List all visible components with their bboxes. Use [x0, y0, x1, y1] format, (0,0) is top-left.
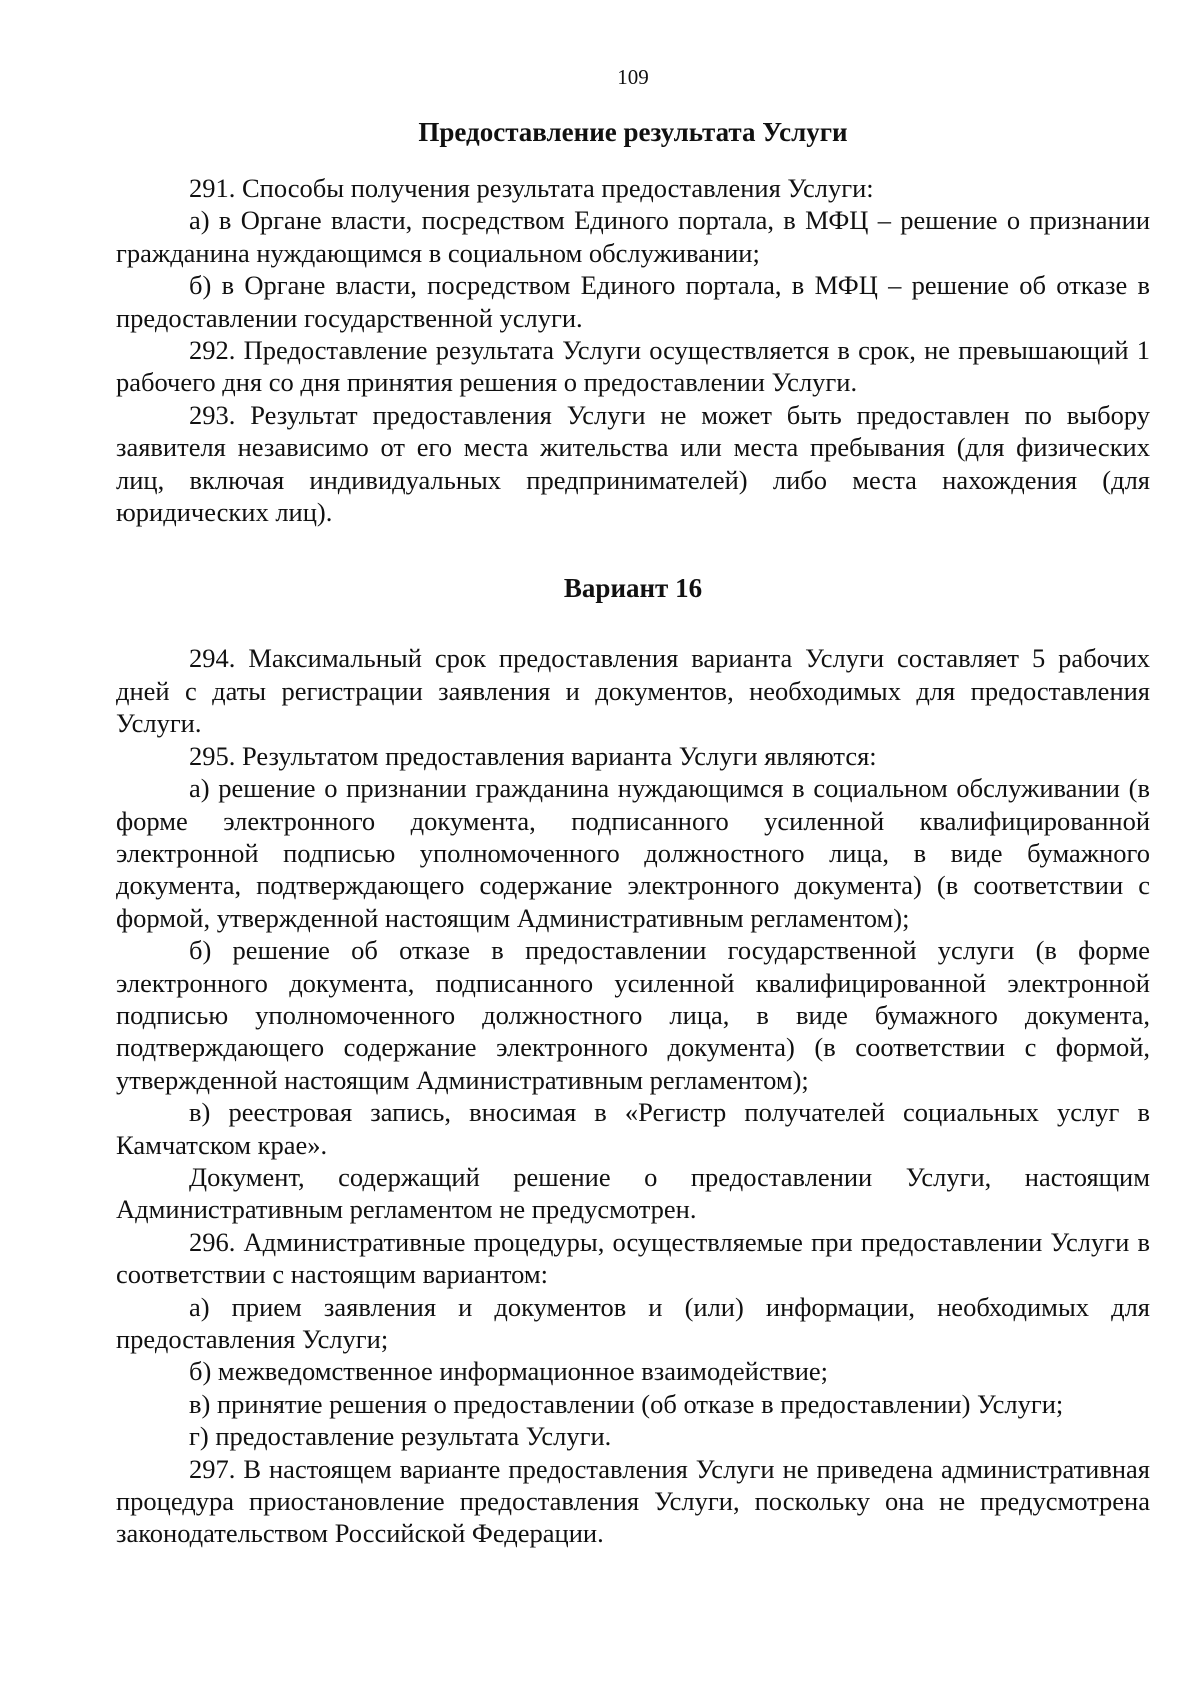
paragraph-296-a: а) прием заявления и документов и (или) информации, необходимых для предоставления Услуги; [116, 1291, 1150, 1354]
paragraph-291-a: а) в Органе власти, посредством Единого портала, в МФЦ – решение о признании гражданина нуждающимся в социальном обслуживании; [116, 205, 1150, 268]
paragraph-295-v: в) реестровая запись, вносимая в «Регистр получателей социальных услуг в Камчатском крае». [116, 1097, 1150, 1160]
document-page [116, 64, 1150, 1550]
paragraph-294: 294. Максимальный срок предоставления варианта Услуги составляет 5 рабочих дней с даты регистрации заявления и документов, необходимых для предоставления Услуги. [116, 643, 1150, 739]
section-heading-variant-16: Вариант 16 [563, 573, 703, 604]
paragraph-296-g: г) предоставление результата Услуги. [189, 1421, 612, 1452]
paragraph-293: 293. Результат предоставления Услуги не может быть предоставлен по выбору заявителя независимо от его места жительства или места пребывания (для физических лиц, включая индивидуальных предпринимателей) либо места нахождения (для юридических лиц). [116, 399, 1150, 528]
section-heading-result: Предоставление результата Услуги [418, 117, 848, 147]
paragraph-292: 292. Предоставление результата Услуги осуществляется в срок, не превышающий 1 рабочего дня со дня принятия решения о предоставлении Услуги. [116, 335, 1150, 398]
paragraph-296-b: б) межведомственное информационное взаимодействие; [189, 1356, 829, 1387]
page-number: 109 [617, 65, 649, 89]
paragraph-295: 295. Результатом предоставления варианта Услуги являются: [189, 740, 877, 771]
paragraph-291-b: б) в Органе власти, посредством Единого портала, в МФЦ – решение об отказе в предоставлении государственной услуги. [116, 270, 1150, 333]
paragraph-296: 296. Административные процедуры, осуществляемые при предоставлении Услуги в соответствии с настоящим вариантом: [116, 1226, 1150, 1290]
paragraph-296-v: в) принятие решения о предоставлении (об отказе в предоставлении) Услуги; [189, 1388, 1064, 1419]
paragraph-291: 291. Способы получения результата предоставления Услуги: [189, 173, 874, 203]
section-variant-16-body [116, 642, 1150, 1549]
section-result-body [116, 172, 1150, 528]
paragraph-295-a: а) решение о признании гражданина нуждающимся в социальном обслуживании (в форме электронного документа, подписанного усиленной квалифицированной электронной подписью уполномоченного должностного лица, в виде бумажного документа, подтверждающего содержание электронного документа) (в соответствии с формой, утвержденной настоящим Административным регламентом); [116, 773, 1150, 933]
paragraph-document-note: Документ, содержащий решение о предоставлении Услуги, настоящим Административным регламентом не предусмотрен. [116, 1161, 1150, 1225]
paragraph-295-b: б) решение об отказе в предоставлении государственной услуги (в форме электронного документа, подписанного усиленной квалифицированной электронной подписью уполномоченного должностного лица, в виде бумажного документа, подтверждающего содержание электронного документа) (в соответствии с формой, утвержденной настоящим Административным регламентом); [116, 935, 1150, 1095]
paragraph-297: 297. В настоящем варианте предоставления Услуги не приведена административная процедура приостановление предоставления Услуги, поскольку она не предусмотрена законодательством Российской Федерации. [116, 1453, 1150, 1549]
